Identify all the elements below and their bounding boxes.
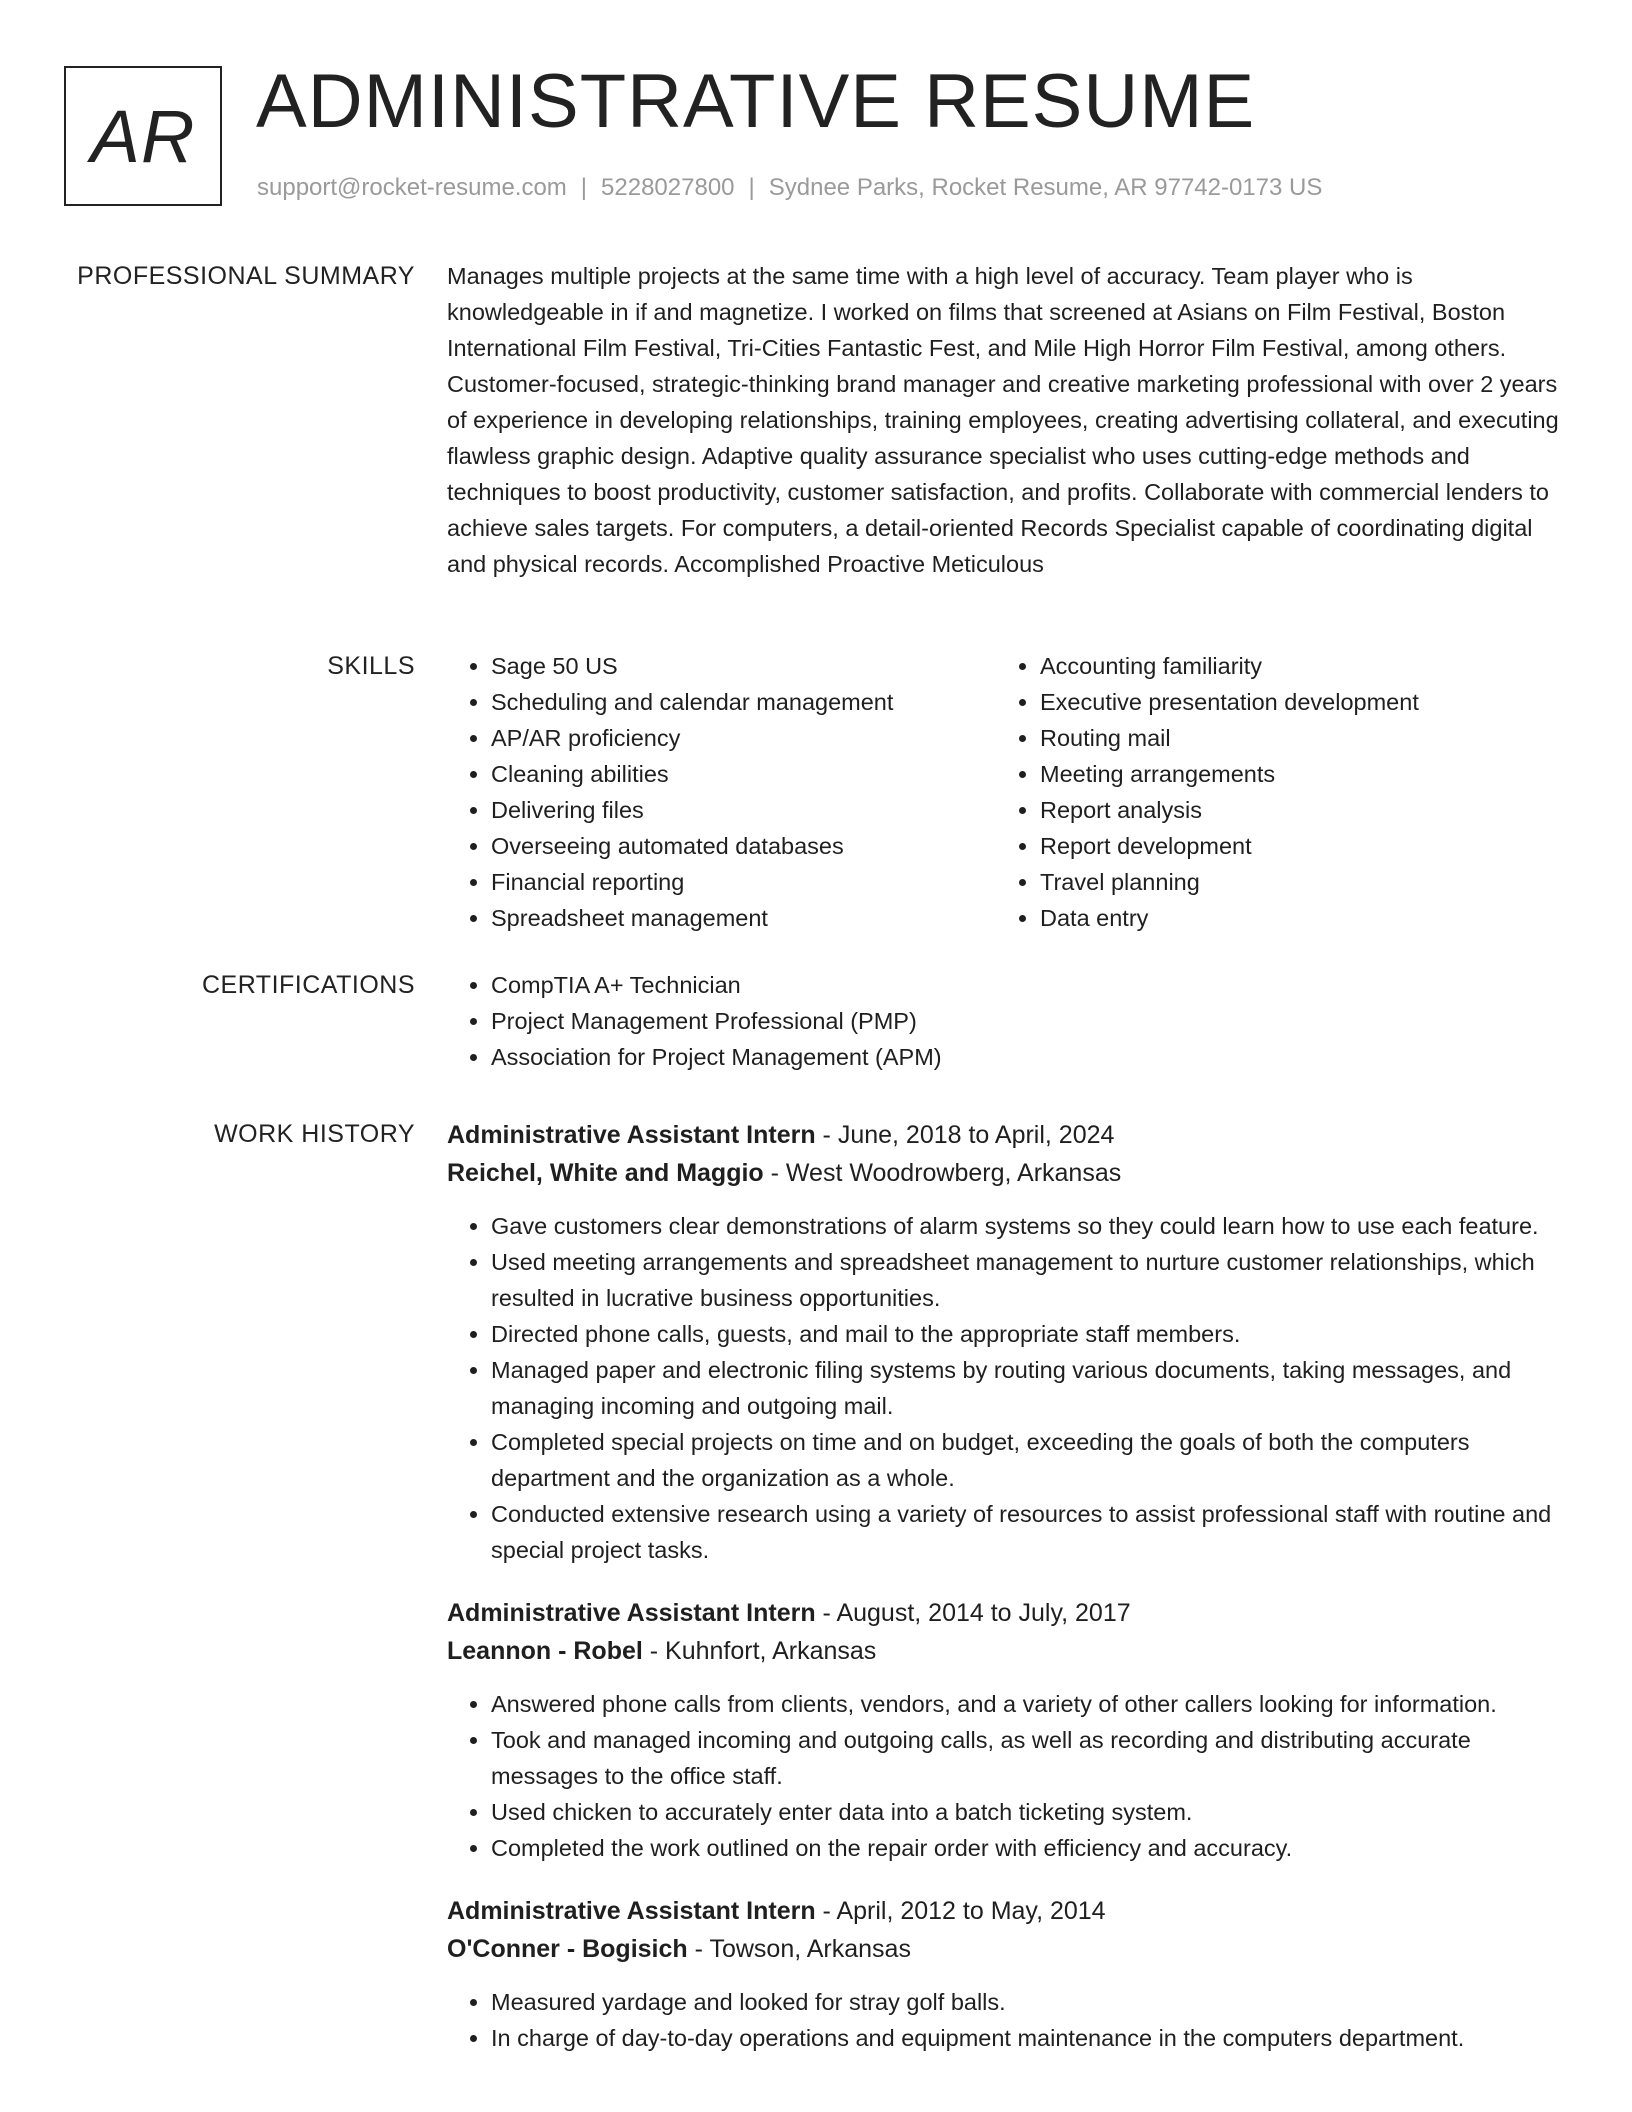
job-title-line xyxy=(447,1892,1567,1930)
monogram-box xyxy=(64,66,222,206)
certification-item: • Project Management Professional (PMP) xyxy=(491,1003,1567,1039)
job-location: - Kuhnfort, Arkansas xyxy=(642,1637,877,1665)
job-duty: • Measured yardage and looked for stray golf balls. xyxy=(491,1984,1567,2020)
job-duty: • Managed paper and electronic filing systems by routing various documents, taking messages, and managing incoming and outgoing mail. xyxy=(491,1352,1567,1424)
skill-item: • Financial reporting xyxy=(491,864,996,900)
skills-list-left xyxy=(447,648,996,936)
job-location: - Towson, Arkansas xyxy=(687,1935,911,1963)
resume-title: ADMINISTRATIVE RESUME xyxy=(256,59,1256,144)
work-history-heading: WORK HISTORY xyxy=(214,1120,415,1148)
skills-list-right xyxy=(996,648,1545,936)
job-company: Reichel, White and Maggio xyxy=(447,1159,764,1187)
skill-item: • Data entry xyxy=(1040,900,1545,936)
skills-columns xyxy=(447,648,1567,936)
work-history-body xyxy=(447,1116,1567,2082)
certifications-heading: CERTIFICATIONS xyxy=(201,971,415,999)
job-title-line xyxy=(447,1594,1567,1632)
skill-item: • Spreadsheet management xyxy=(491,900,996,936)
job-duty: • Took and managed incoming and outgoing calls, as well as recording and distributing accurate messages to the office staff. xyxy=(491,1722,1567,1794)
job-duty: • Conducted extensive research using a variety of resources to assist professional staff with routine and special project tasks. xyxy=(491,1496,1567,1568)
skills-heading: SKILLS xyxy=(327,652,415,680)
job-company: Leannon - Robel xyxy=(447,1637,643,1665)
job-title: Administrative Assistant Intern xyxy=(447,1897,816,1925)
job-duties-list xyxy=(447,1686,1567,1866)
job-dates: - August, 2014 to July, 2017 xyxy=(815,1599,1131,1627)
contact-separator: | xyxy=(580,174,588,201)
certification-item: • Association for Project Management (APM) xyxy=(491,1039,1567,1075)
contact-phone: 5228027800 xyxy=(601,174,735,201)
job-duty: • Completed special projects on time and on budget, exceeding the goals of both the computers department and the organization as a whole. xyxy=(491,1424,1567,1496)
job-duties-list xyxy=(447,1984,1567,2056)
skill-item: • AP/AR proficiency xyxy=(491,720,996,756)
contact-line xyxy=(257,174,1322,202)
skill-item: • Delivering files xyxy=(491,792,996,828)
skill-item: • Routing mail xyxy=(1040,720,1545,756)
skill-item: • Overseeing automated databases xyxy=(491,828,996,864)
skill-item: • Accounting familiarity xyxy=(1040,648,1545,684)
job-location: - West Woodrowberg, Arkansas xyxy=(763,1159,1122,1187)
job-dates: - April, 2012 to May, 2014 xyxy=(815,1897,1106,1925)
job-duty: • Used chicken to accurately enter data into a batch ticketing system. xyxy=(491,1794,1567,1830)
job-title: Administrative Assistant Intern xyxy=(447,1599,816,1627)
job-duty: • Gave customers clear demonstrations of alarm systems so they could learn how to use each feature. xyxy=(491,1208,1567,1244)
skill-item: • Report analysis xyxy=(1040,792,1545,828)
job-company: O'Conner - Bogisich xyxy=(447,1935,688,1963)
skill-item: • Travel planning xyxy=(1040,864,1545,900)
certifications-body xyxy=(447,967,1567,1075)
job-company-line xyxy=(447,1632,1567,1670)
job-duty: • In charge of day-to-day operations and equipment maintenance in the computers department. xyxy=(491,2020,1567,2056)
contact-email: support@rocket-resume.com xyxy=(257,174,567,201)
job-entry xyxy=(447,1892,1567,2056)
skill-item: • Sage 50 US xyxy=(491,648,996,684)
contact-separator: | xyxy=(748,174,755,201)
job-dates: - June, 2018 to April, 2024 xyxy=(815,1121,1115,1149)
skill-item: • Executive presentation development xyxy=(1040,684,1545,720)
job-title: Administrative Assistant Intern xyxy=(447,1121,816,1149)
job-entry xyxy=(447,1594,1567,1866)
job-duty: • Completed the work outlined on the repair order with efficiency and accuracy. xyxy=(491,1830,1567,1866)
job-duty: • Answered phone calls from clients, vendors, and a variety of other callers looking for information. xyxy=(491,1686,1567,1722)
summary-text: Manages multiple projects at the same time with a high level of accuracy. Team player who is knowledgeable in if and magnetize. I worked on films that screened at Asians on Film Festival, Boston International Film Festival, Tri-Cities Fantastic Fest, and Mile High Horror Film Festival, among others. Customer-focused, strategic-thinking brand manager and creative marketing professional with over 2 years of experience in developing relationships, training employees, creating advertising collateral, and executing flawless graphic design. Adaptive quality assurance specialist who uses cutting-edge methods and techniques to boost productivity, customer satisfaction, and profits. Collaborate with commercial lenders to achieve sales targets. For computers, a detail-oriented Records Specialist capable of coordinating digital and physical records. Accomplished Proactive Meticulous xyxy=(447,263,1559,577)
job-company-line xyxy=(447,1930,1567,1968)
skill-item: • Meeting arrangements xyxy=(1040,756,1545,792)
certifications-list xyxy=(447,967,1567,1075)
monogram-initials: AR xyxy=(90,94,196,178)
job-title-line xyxy=(447,1116,1567,1154)
skill-item: • Cleaning abilities xyxy=(491,756,996,792)
job-duties-list xyxy=(447,1208,1567,1568)
job-duty: • Directed phone calls, guests, and mail to the appropriate staff members. xyxy=(491,1316,1567,1352)
skill-item: • Scheduling and calendar management xyxy=(491,684,996,720)
skill-item: • Report development xyxy=(1040,828,1545,864)
job-company-line xyxy=(447,1154,1567,1192)
job-duty: • Used meeting arrangements and spreadsheet management to nurture customer relationships, which resulted in lucrative business opportunities. xyxy=(491,1244,1567,1316)
contact-address: Sydnee Parks, Rocket Resume, AR 97742-0173 US xyxy=(768,174,1323,201)
certification-item: • CompTIA A+ Technician xyxy=(491,967,1567,1003)
summary-heading: PROFESSIONAL SUMMARY xyxy=(77,262,415,290)
job-entry xyxy=(447,1116,1567,1568)
